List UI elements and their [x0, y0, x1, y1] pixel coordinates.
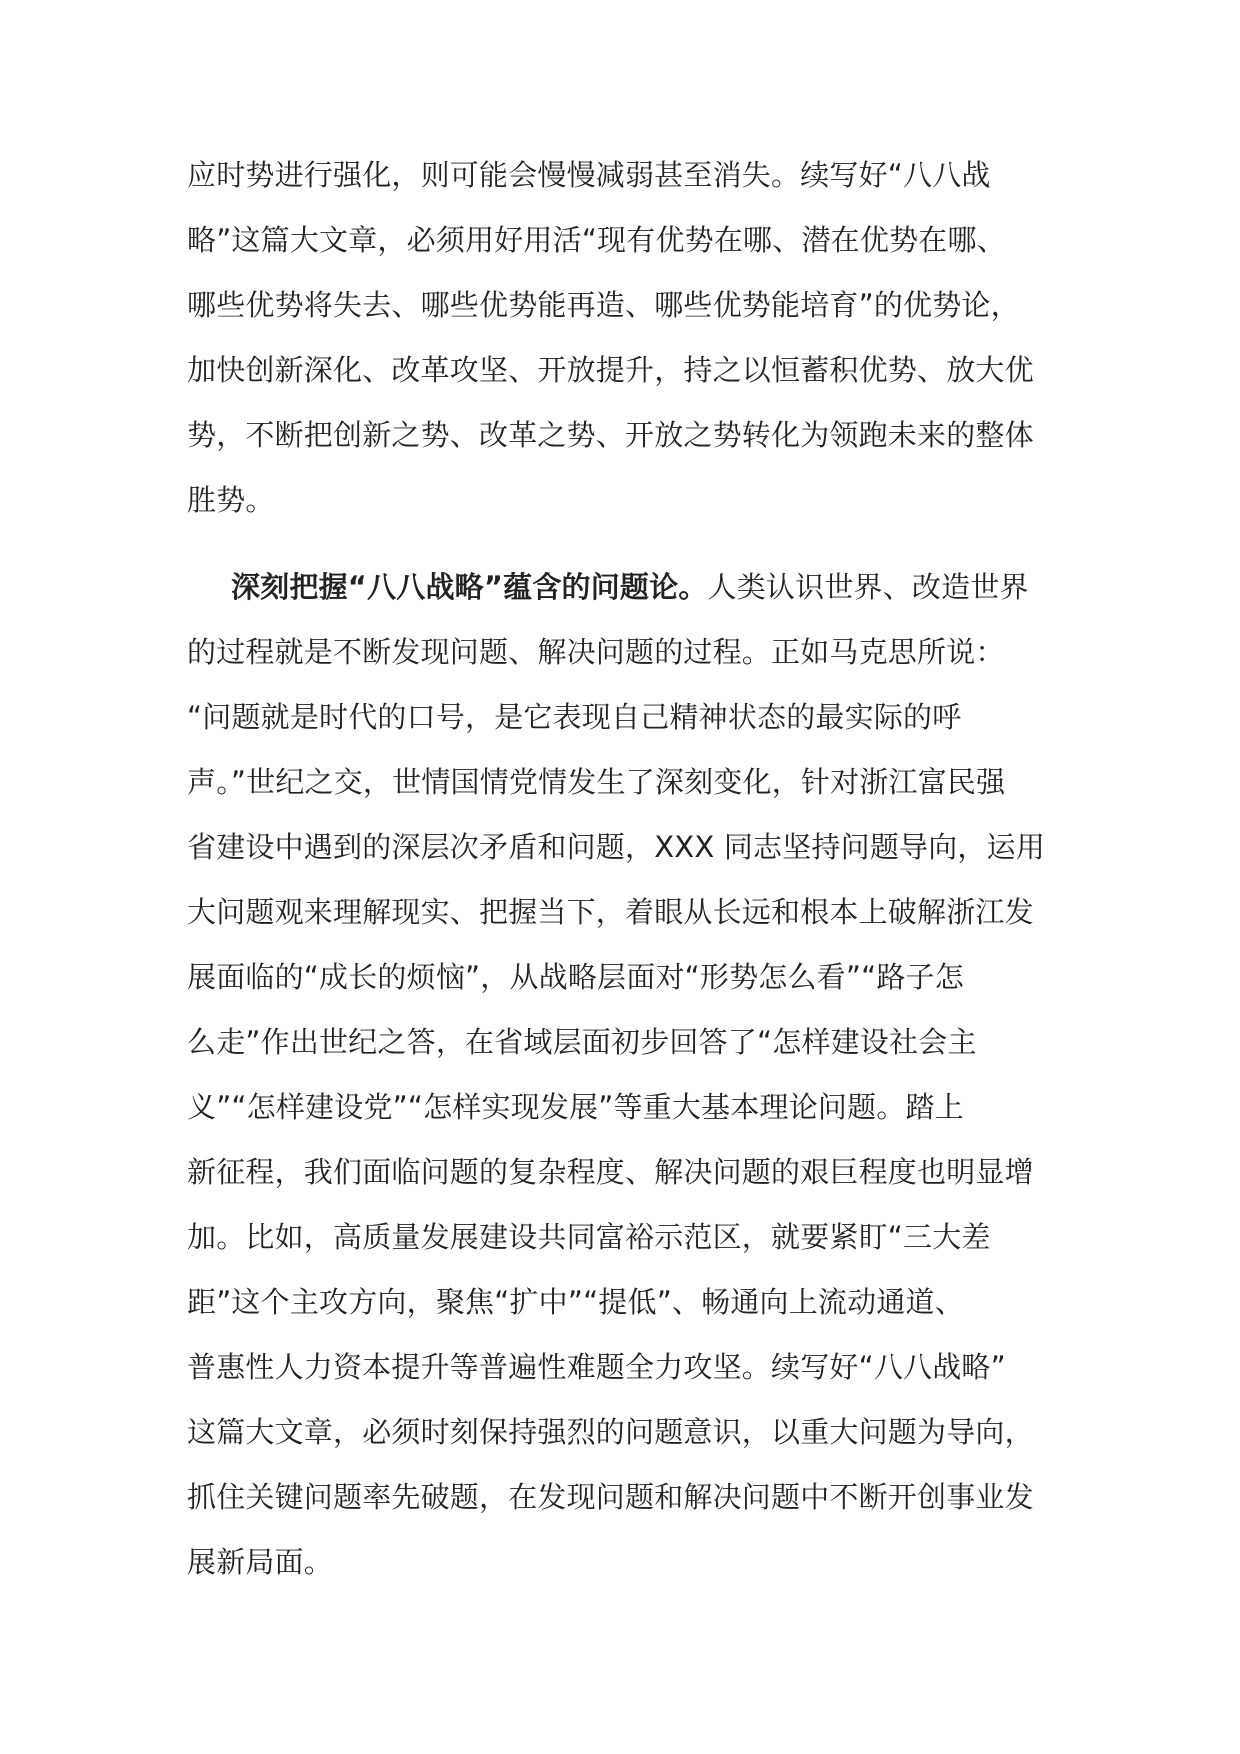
paragraph-2-line: 距”这个主攻方向，聚焦“扩中”“提低”、畅通向上流动通道、	[187, 1285, 964, 1319]
paragraph-2-line: 展面临的“成长的烦恼”，从战略层面对“形势怎么看”“路子怎	[187, 960, 964, 994]
paragraph-2-line: 这篇大文章，必须时刻保持强烈的问题意识，以重大问题为导向，	[187, 1415, 1034, 1449]
paragraph-2-line: 加。比如，高质量发展建设共同富裕示范区，就要紧盯“三大差	[187, 1220, 991, 1254]
paragraph-2	[187, 555, 1077, 1595]
paragraph-1-line: 略”这篇大文章，必须用好用活“现有优势在哪、潜在优势在哪、	[187, 223, 1006, 257]
paragraph-2-line: 义”“怎样建设党”“怎样实现发展”等重大基本理论问题。踏上	[187, 1090, 964, 1124]
paragraph-1	[187, 143, 1077, 533]
paragraph-2-first-line	[187, 555, 1077, 620]
paragraph-2-line: 么走”作出世纪之答，在省域层面初步回答了“怎样建设社会主	[187, 1025, 977, 1059]
paragraph-2-line: “问题就是时代的口号，是它表现自己精神状态的最实际的呼	[187, 700, 962, 734]
paragraph-2-line: 声。”世纪之交，世情国情党情发生了深刻变化，针对浙江富民强	[187, 765, 1006, 799]
paragraph-2-line: 大问题观来理解现实、把握当下，着眼从长远和根本上破解浙江发	[187, 895, 1034, 929]
paragraph-1-line: 应时势进行强化，则可能会慢慢减弱甚至消失。续写好“八八战	[187, 158, 991, 192]
paragraph-2-line: 的过程就是不断发现问题、解决问题的过程。正如马克思所说：	[187, 635, 1005, 669]
paragraph-2-line: 抓住关键问题率先破题，在发现问题和解决问题中不断开创事业发	[187, 1480, 1034, 1514]
paragraph-2-line: 新征程，我们面临问题的复杂程度、解决问题的艰巨程度也明显增	[187, 1155, 1034, 1189]
paragraph-2-line: 展新局面。	[187, 1545, 334, 1579]
paragraph-1-line: 加快创新深化、改革攻坚、开放提升，持之以恒蓄积优势、放大优	[187, 353, 1034, 387]
paragraph-2-line: 普惠性人力资本提升等普遍性难题全力攻坚。续写好“八八战略”	[187, 1350, 1006, 1384]
section-heading: 深刻把握“八八战略”蕴含的问题论。	[231, 570, 708, 604]
paragraph-1-line: 哪些优势将失去、哪些优势能再造、哪些优势能培育”的优势论，	[187, 288, 1020, 322]
paragraph-2-line: 省建设中遇到的深层次矛盾和问题，XXX 同志坚持问题导向，运用	[187, 830, 1046, 864]
paragraph-1-line: 势，不断把创新之势、改革之势、开放之势转化为领跑未来的整体	[187, 418, 1034, 452]
paragraph-1-line: 胜势。	[187, 483, 275, 517]
paragraph-2-first-line-text: 人类认识世界、改造世界	[707, 570, 1029, 604]
